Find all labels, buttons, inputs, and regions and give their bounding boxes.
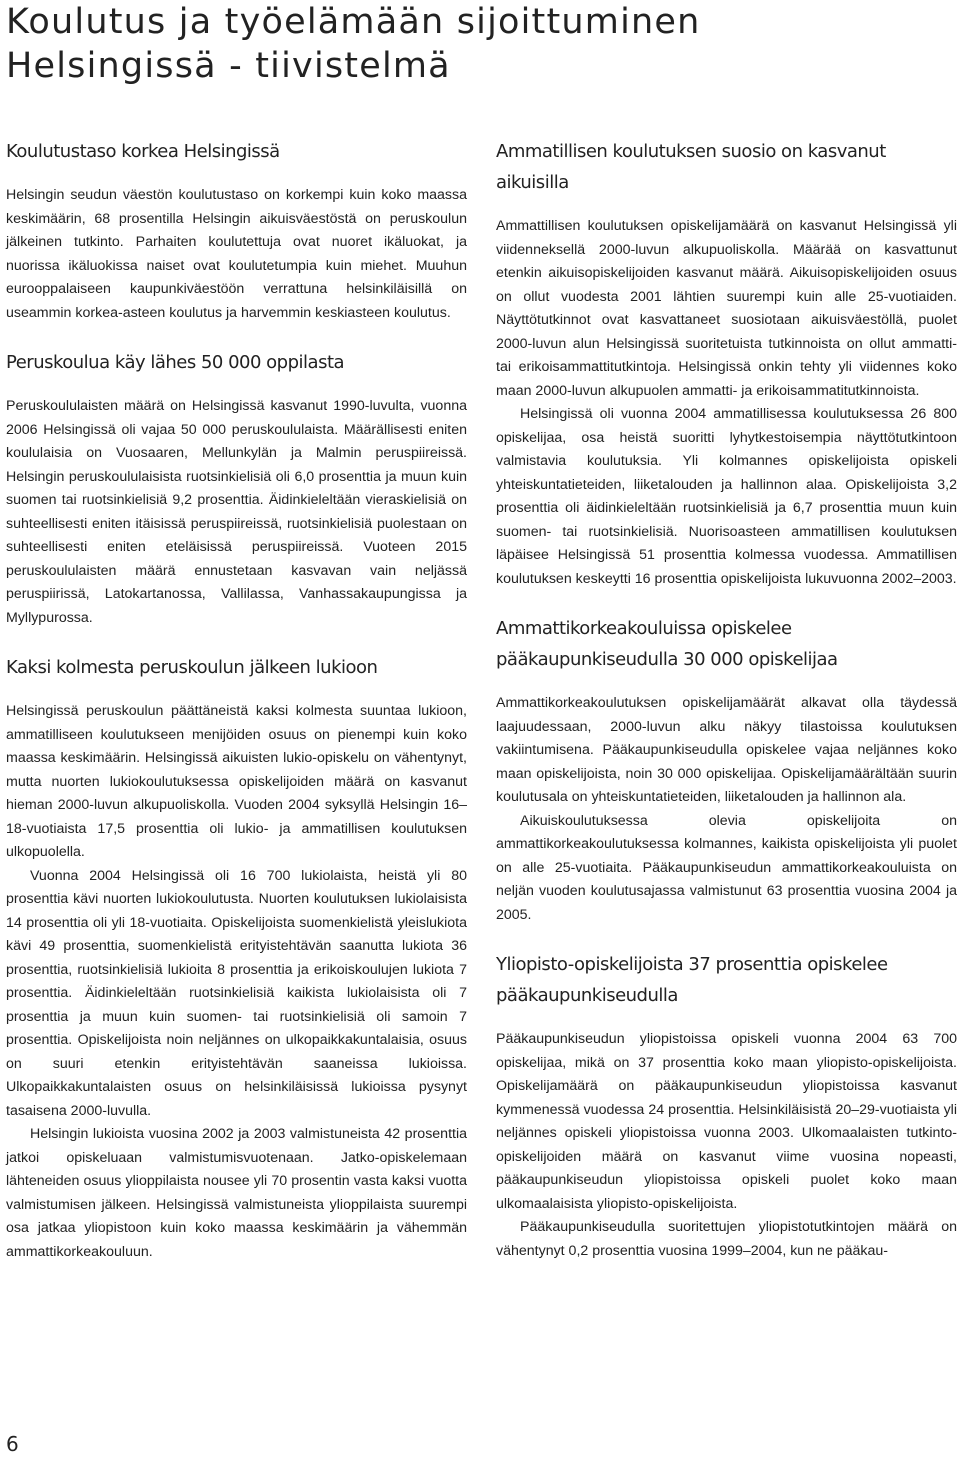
page-title-line-2: Helsingissä - tiivistelmä [6,46,451,86]
page-title [6,0,701,88]
right-column [496,136,957,1263]
paragraph: Helsingin lukioista vuosina 2002 ja 2003 valmistuneista 42 prosenttia jatkoi opiskeluaan valmistumisvuotenaan. Jatko-opiskelemaan lähteneiden osuus ylioppilaista nousee yli 70 prosentin vasta kaksi vuotta valmistumisen jälkeen. Helsingissä valmistuneista ylioppilaista suurempi osa jatkaa yliopistoon kuin koko maassa keskimäärin ja vähemmän ammattikorkeakouluun. [6,1126,467,1260]
page-title-line-1: Koulutus ja työelämään sijoittuminen [6,2,701,42]
paragraph: Ammattikorkeakoulutuksen opiskelijamäärät alkavat olla täydessä laajuudessaan, 2000-luvun alku näkyy tilastoissa koulutuksen vakiintumisena. Pääkaupunkiseudulla opiskelee vajaa neljännes koko maan opiskelijoista, noin 30 000 opiskelijaa. Opiskelijamäärältään suurin koulutusala on yhteiskuntatieteiden, liiketalouden ja hallinnon ala. [496,695,957,805]
paragraph: Helsingissä oli vuonna 2004 ammatillisessa koulutuksessa 26 800 opiskelijaa, osa heistä suoritti lyhytkestoisempia näyttötutkintoon valmistavia koulutuksia. Yli kolmannes opiskelijoista opiskeli yhteiskuntatieteiden, liiketalouden ja hallinnon alaa. Opiskelijoista 3,2 prosenttia oli äidinkieleltään ruotsinkielisiä ja 6,7 prosenttia muun kuin suomen- tai ruotsinkielisiä. Nuorisoasteen ammatillisen koulutuksen läpäisee Helsingissä 51 prosenttia kolmessa vuodessa. Ammatillisen koulutuksen keskeytti 16 prosenttia opiskelijoista lukuvuonna 2002–2003. [496,406,957,587]
section-heading: Ammatillisen koulutuksen suosio on kasvanut aikuisilla [496,141,886,193]
section-heading: Yliopisto-opiskelijoista 37 prosenttia opiskelee pääkaupunkiseudulla [496,954,888,1006]
paragraph: Aikuiskoulutuksessa olevia opiskelijoita on ammattikorkeakoulutuksessa kolmannes, kaikista opiskelijoista yli puolet on alle 25-vuotiaita. Pääkaupunkiseudun ammattikorkeakouluista on neljän vuoden koulutusajassa valmistunut 63 prosenttia vuosina 2004 ja 2005. [496,812,957,923]
section-heading: Kaksi kolmesta peruskoulun jälkeen lukioon [6,657,378,678]
section-heading: Koulutustaso korkea Helsingissä [6,141,280,162]
paragraph: Pääkaupunkiseudulla suoritettujen yliopistotutkintojen määrä on vähentynyt 0,2 prosenttia vuosina 1999–2004, kun ne pääkau- [496,1219,957,1259]
page-number: 6 [6,1432,19,1456]
paragraph: Helsingin seudun väestön koulutustaso on korkempi kuin koko maassa keskimäärin, 68 prosentilla Helsingin aikuisväestöstä on peruskoulun jälkeinen tutkinto. Parhaiten koulutettuja ovat nuoret ikäluokat, ja nuorissa ikäluokissa naiset ovat koulutetumpia kuin miehet. Muuhun eurooppalaiseen kaupunkiväestöön verrattuna helsinkiläisillä on useammin korkea-asteen koulutus ja harvemmin keskiasteen koulutus. [6,187,467,321]
section-heading: Ammattikorkeakouluissa opiskelee pääkaupunkiseudulla 30 000 opiskelijaa [496,618,838,670]
paragraph: Ammattillisen koulutuksen opiskelijamäärä on kasvanut Helsingissä yli viidenneksellä 2000-luvun alkupuoliskolla. Määrää on kasvattunut etenkin aikuisopiskelijoiden kasvanut määrä. Aikuisopiskelijoiden osuus on ollut vuodesta 2001 lähtien suurempi kuin alle 25-vuotiaiden. Näyttötutkinnot ovat kasvattaneet suosiotaan aikuisväestöllä, puolet 2000-luvun alun Helsingissä suoritetuista tutkinnoista on ollut ammatti- tai erikoisammattitutkintoja. Helsingissä onkin tehty yli viidennes koko maan 2000-luvun alkupuolen ammatti- ja erikoisammatitutkinnoista. [496,218,957,399]
paragraph: Vuonna 2004 Helsingissä oli 16 700 lukiolaista, heistä yli 80 prosenttia kävi nuorten lukiokoulutusta. Nuorten koulutuksen lukiolaisista 14 prosenttia oli yli 18-vuotiaita. Opiskelijoista suomenkielistä yleislukiota kävi 49 prosenttia, suomenkielistä erityistehtävän saanutta lukiota 36 prosenttia, ruotsinkielisiä lukioita 8 prosenttia ja erikoiskoulujen lukiota 7 prosenttia. Äidinkieleltään ruotsinkielisiä kaikista lukiolaisista oli 7 prosenttia ja muun kuin suomen- tai ruotsinkielisiä oli samoin 7 prosenttia. Opiskelijoista noin neljännes on ulkopaikkakuntalaisia, osuus on suuri etenkin erityistehtävän saaneissa lukioissa. Ulkopaikkakuntalaisten osuus on helsinkiläisissä lukioissa pysynyt tasaisena 2000-luvulla. [6,867,467,1119]
paragraph: Peruskoululaisten määrä on Helsingissä kasvanut 1990-luvulta, vuonna 2006 Helsingissä oli vajaa 50 000 peruskoululaista. Määrällisesti eniten koululaisia on Vuosaaren, Mellunkylän ja Malmin peruspiireissä. Helsingin peruskoululaisista ruotsinkielisiä oli 6,0 prosenttia ja muun kuin suomen tai ruotsinkielisiä 9,2 prosenttia. Äidinkieleltään vieraskielisiä on suhteellisesti eniten itäisissä peruspiireissä, ruotsinkielisiä puolestaan on suhteellisesti eniten eteläisissä peruspiireissä. Vuoteen 2015 peruskoululaisten määrä ennustetaan kasvavan vain neljässä peruspiirissä, Latokartanossa, Vallilassa, Vanhassakaupungissa ja Myllypurossa. [6,398,467,626]
section-heading: Peruskoulua käy lähes 50 000 oppilasta [6,352,345,373]
paragraph: Helsingissä peruskoulun päättäneistä kaksi kolmesta suuntaa lukioon, ammatilliseen koulutukseen menijöiden osuus on pienempi kuin koko maassa keskimäärin. Helsingissä aikuisten lukio-opiskelu on vähentynyt, mutta nuorten lukiokoulutuksessa opiskelijoiden määrä on kasvanut hieman 2000-luvun alkupuoliskolla. Vuoden 2004 syksyllä Helsingin 16–18-vuotiaista 17,5 prosenttia oli lukio- ja ammatillisen koulutuksen ulkopuolella. [6,703,467,860]
left-column [6,136,467,1264]
paragraph: Pääkaupunkiseudun yliopistoissa opiskeli vuonna 2004 63 700 opiskelijaa, mikä on 37 prosenttia koko maan yliopisto-opiskelijoista. Opiskelijamäärä on pääkaupunkiseudun yliopistoissa kasvanut kymmenessä vuodessa 24 prosenttia. Helsinkiläisistä 20–29-vuotiaista yli neljännes opiskeli yliopistoissa vuonna 2003. Ulkomaalaisten tutkinto-opiskelijoiden määrä on kasvanut viime vuosina nopeasti, pääkaupunkiseudun yliopistoissa opiskeli puolet koko maan ulkomaalaisista yliopisto-opiskelijoista. [496,1031,957,1212]
